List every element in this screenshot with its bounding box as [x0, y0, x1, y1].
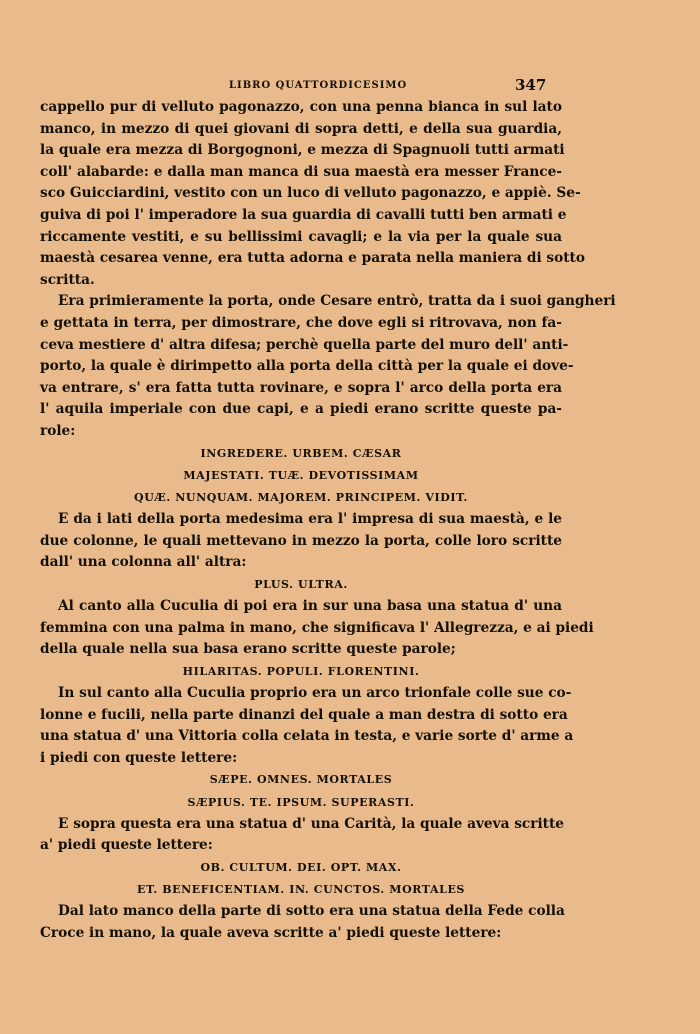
- text-line: ceva mestiere d' altra difesa; perchè quella parte del muro dell' anti-: [40, 336, 569, 353]
- text-line: lonne e fucili, nella parte dinanzi del quale a man destra di sotto era: [40, 706, 568, 723]
- text-line: i piedi con queste lettere:: [40, 749, 238, 766]
- text-line: e gettata in terra, per dimostrare, che dove egli si ritrovava, non fa-: [40, 314, 562, 331]
- page-number: 347: [515, 76, 547, 94]
- text-line: scritta.: [40, 271, 95, 288]
- paragraph-first-line: Dal lato manco della parte di sotto era una statua della Fede colla: [58, 903, 565, 920]
- text-line: va entrare, s' era fatta tutta rovinare, e sopra l' arco della porta era: [40, 379, 562, 396]
- text-line: una statua d' una Vittoria colla celata in testa, e varie sorte d' arme a: [40, 728, 574, 745]
- text-line: sco Guicciardini, vestito con un luco di velluto pagonazzo, e appiè. Se-: [40, 185, 581, 202]
- text-line: coll' alabarde: e dalla man manca di sua maestà era messer France-: [40, 163, 562, 180]
- inscription-line: QUÆ. NUNQUAM. MAJOREM. PRINCIPEM. VIDIT.: [134, 490, 468, 504]
- running-title: LIBRO QUATTORDICESIMO: [229, 80, 408, 91]
- paragraph-first-line: Era primieramente la porta, onde Cesare entrò, tratta da i suoi gangheri: [58, 293, 616, 310]
- text-line: maestà cesarea venne, era tutta adorna e parata nella maniera di sotto: [40, 250, 586, 267]
- paragraph-first-line: E sopra questa era una statua d' una Carità, la quale aveva scritte: [58, 815, 565, 832]
- inscription-line: ET. BENEFICENTIAM. IN. CUNCTOS. MORTALES: [137, 883, 465, 897]
- text-line: cappello pur di velluto pagonazzo, con una penna bianca in sul lato: [40, 99, 562, 115]
- paragraph-first-line: Al canto alla Cuculia di poi era in sur una basa una statua d' una: [58, 598, 562, 615]
- text-line: Croce in mano, la quale aveva scritte a' piedi queste lettere:: [40, 924, 502, 941]
- text-line: femmina con una palma in mano, che significava l' Allegrezza, e ai piedi: [40, 619, 594, 636]
- paragraph-first-line: E da i lati della porta medesima era l' impresa di sua maestà, e le: [58, 511, 562, 528]
- inscription-line: HILARITAS. POPULI. FLORENTINI.: [182, 664, 420, 678]
- body-text: [40, 97, 616, 945]
- text-line: role:: [40, 422, 76, 439]
- text-line: a' piedi queste lettere:: [40, 837, 213, 854]
- text-line: riccamente vestiti, e su bellissimi cavagli; e la via per la quale sua: [40, 228, 562, 245]
- text-line: due colonne, le quali mettevano in mezzo la porta, colle loro scritte: [40, 532, 562, 549]
- text-line: l' aquila imperiale con due capi, e a piedi erano scritte queste pa-: [40, 401, 562, 418]
- text-line: porto, la quale è dirimpetto alla porta della città per la quale ei dove-: [40, 358, 574, 375]
- text-line: la quale era mezza di Borgognoni, e mezza di Spagnuoli tutti armati: [40, 142, 565, 159]
- inscription-line: SÆPE. OMNES. MORTALES: [209, 773, 393, 787]
- text-line: guiva di poi l' imperadore la sua guardia di cavalli tutti ben armati e: [40, 206, 567, 223]
- inscription-line: SÆPIUS. TE. IPSUM. SUPERASTI.: [187, 795, 415, 809]
- text-line: della quale nella sua basa erano scritte queste parole;: [40, 641, 456, 658]
- paragraph-first-line: In sul canto alla Cuculia proprio era un arco trionfale colle sue co-: [58, 685, 572, 701]
- text-line: dall' una colonna all' altra:: [40, 554, 247, 571]
- inscription-line: MAJESTATI. TUÆ. DEVOTISSIMAM: [183, 468, 419, 482]
- inscription-line: INGREDERE. URBEM. CÆSAR: [200, 446, 402, 460]
- inscription-line: OB. CULTUM. DEI. OPT. MAX.: [200, 860, 402, 874]
- inscription-line: PLUS. ULTRA.: [254, 577, 348, 591]
- text-line: manco, in mezzo di quei giovani di sopra detti, e della sua guardia,: [40, 120, 562, 137]
